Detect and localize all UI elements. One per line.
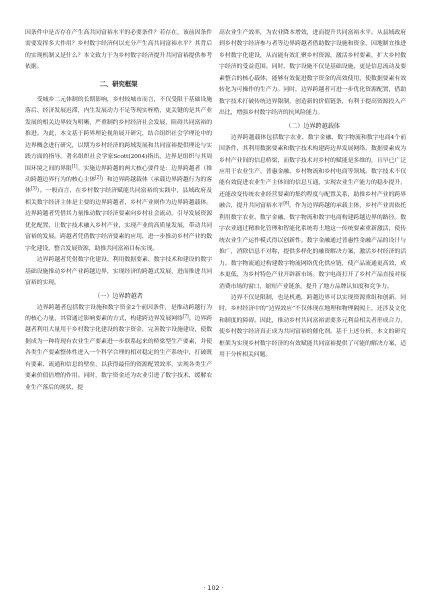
page-number: · 102 · bbox=[203, 584, 224, 592]
citation-1: [1] bbox=[71, 163, 78, 169]
carrier-text: 边界跨越载体包括数字农业、数字金融、数字物流和数字电商4个前因条件，其利用数据要素和数字技术构建跨边界发展网络。数据要素成为乡村产业间的信息桥梁，而数字技术对乡村的赋能是多维的，且早已广泛应用于农业生产、普惠金融、乡村物流和乡村电商等领域。数字技术不仅能有效促进农业生产主体间的信息互通，实现农业生产能力的稳步提升，还能改变传统农业经营要素的集约程度与配置关系，助推乡村产业的跨界融合，提升共同富裕水平 bbox=[219, 134, 406, 210]
citation-7: [7] bbox=[182, 313, 189, 319]
subsection-heading-1: （一）边界跨越者 bbox=[94, 292, 143, 300]
framework-text: 受城乡二元体制的长期影响，乡村较城市而言，不仅受限于基础设施落后、经济发展迟滞，内生发展动力不足等现实桎梏，更关键的是其产业发展的相关边界较为明晰，严重制约乡村经济社会发展，阻碍共同富裕的推进。为此，本文基于跨界理论视角展开研究，结合组织社会学理论中的边界概念进行研究，以期为乡村经济的跨域发展和共同富裕提供理论与实践方面的指导。著名组织社会学家Scott(2004)指出，边界是组织与其周围环境之间的界限 bbox=[25, 96, 212, 172]
spanner-text: 边界跨越者包括数字设施和数字资金2个前因条件，是推动跨越行为的核心力量，其常通过影响要素的方式，构建跨边界发展网络 bbox=[25, 304, 212, 322]
left-column bbox=[25, 28, 212, 394]
framework-paragraph bbox=[25, 95, 212, 255]
subsection-heading-2: （二）边界跨越载体 bbox=[285, 122, 340, 130]
boundary-paragraph: 边界不仅是限制，也是机遇，跨越边界可以实现资源重组和创新。同时，乡村经济中的“边界效应”不仅体现在地理和物理隔阂上，还涉及文化和制度的障碍。因此，推动乡村共同富裕需要多元利益相关者形成合力，使乡村数字经济真正成为共同富裕的催化剂。基于上述分析，本文的研究框架为实现乡村数字经济的有效赋能共同富裕提供了可能的解决方案，适用于分析相关问题。 bbox=[219, 294, 406, 359]
crossing-paragraph: 边界跨越者凭借数字化建设、利用数据要素、数字技术和建设的数字基础设施推动乡村产业跨越边界，实现经济的跨越式发展，进而推进共同富裕的实现。 bbox=[25, 257, 212, 287]
spanner-text-2: 。边界跨越者利用大量用于乡村数字化建设的数字资金，完善数字设施建设，使数据成为一种将现有农业生产要素进一步联系起来的桥梁型生产要素，并使各类生产要素整体性进入一个科学合理的相对稳定的生产系统中，打破既有要素、流通和信息的壁垒，以获得最佳的资源配置效率，实现各类生产要素价值倍增的作用。同时，数字资金还为农业引进了数字技术，缓解农业生产落后的现状，提 bbox=[25, 315, 212, 391]
citation-8: [8] bbox=[283, 200, 289, 206]
spanner-paragraph bbox=[25, 303, 212, 395]
carrier-paragraph bbox=[219, 133, 406, 293]
continued-paragraph: 高农业生产效率，为农业降本增效，进而提升共同富裕水平。从县域政府到乡村数字经济参与者等边界跨越者借助数字设施和资金，因地制宜推进乡村数字化建设，从而能有效汇聚乡村资源，激活乡村要素，扩大乡村数字经济的受益范围。同时，数字设施不仅是基础设施，更是信息流动及要素整合的核心载体，能够有效促进数字资金的高效使用，使数据要素有效转化为可操作的生产力。同时，边界跨越者可进一步优化资源配置，借助数字技术打破传统边界限制，创造新的价值链条，有利于提高资源投入产出比，增强乡村数字经济的抗风险能力。 bbox=[219, 30, 406, 117]
intro-paragraph: 因条件中是否存在产生高共同富裕水平的必要条件？若存在，该前因条件需要发挥多大作用？乡村数字经济何以充分产生高共同富裕水平？其背后的实现机制又是什么？本文致力于为乡村数字经济提升共同富裕提供参考依据。 bbox=[25, 30, 212, 71]
section-heading: 二、研究框架 bbox=[99, 79, 138, 88]
right-column bbox=[219, 28, 406, 362]
carrier-text-2: 。作为边界跨越的承载主体，乡村产业需依托利用数字农业、数字金融、数字物流和数字电商构建跨越边界的路径。数字农业通过精准化管理和智能化系统将土地这一传统要素重新激活，使传统农业生产运作模式得以创新性。数字金融通过普惠性金融产品的设计与推广，消除信息不对称，提供多样化的融资解决方案，激活乡村经济的活力。数字物流通过构建数字物流网络优化供应链，使产品流通更高效、成本更低，为乡村特色产业开辟新市场。数字电商打开了乡村产品直接对接消费市场的窗口，缩短产业链条，提升了地方品牌认知度和竞争力。 bbox=[219, 203, 407, 290]
framework-text-2: 。实施边界跨越的两大核心要件是：边界跨越者（推动跨越边界行为的核心主体 bbox=[25, 165, 213, 183]
framework-text-3: ）和边界跨越载体（承载边界跨越行为的客体 bbox=[25, 176, 212, 195]
citation-2: [2] bbox=[95, 174, 101, 180]
framework-text-5: 跨越者凭借数字经济要素的应用，进一步推动乡村产业的数字化建设，整合发展资源，助推共同富裕目标实现。 bbox=[25, 234, 212, 252]
citation-3: [3] bbox=[30, 185, 37, 191]
framework-text-4: ）。一般而言，在乡村数字经济赋能共同富裕的实践中，县域政府及相关数字经济主体是主要的边界跨越者，乡村产业则作为边界跨越载体。边界跨越者凭借其力量推动数字经济要素向乡村社会流动，引导发展资源优化配置，让数字技术融入乡村产业，实现产业的高质量发展，带动共同富裕的发展。 bbox=[25, 188, 212, 241]
